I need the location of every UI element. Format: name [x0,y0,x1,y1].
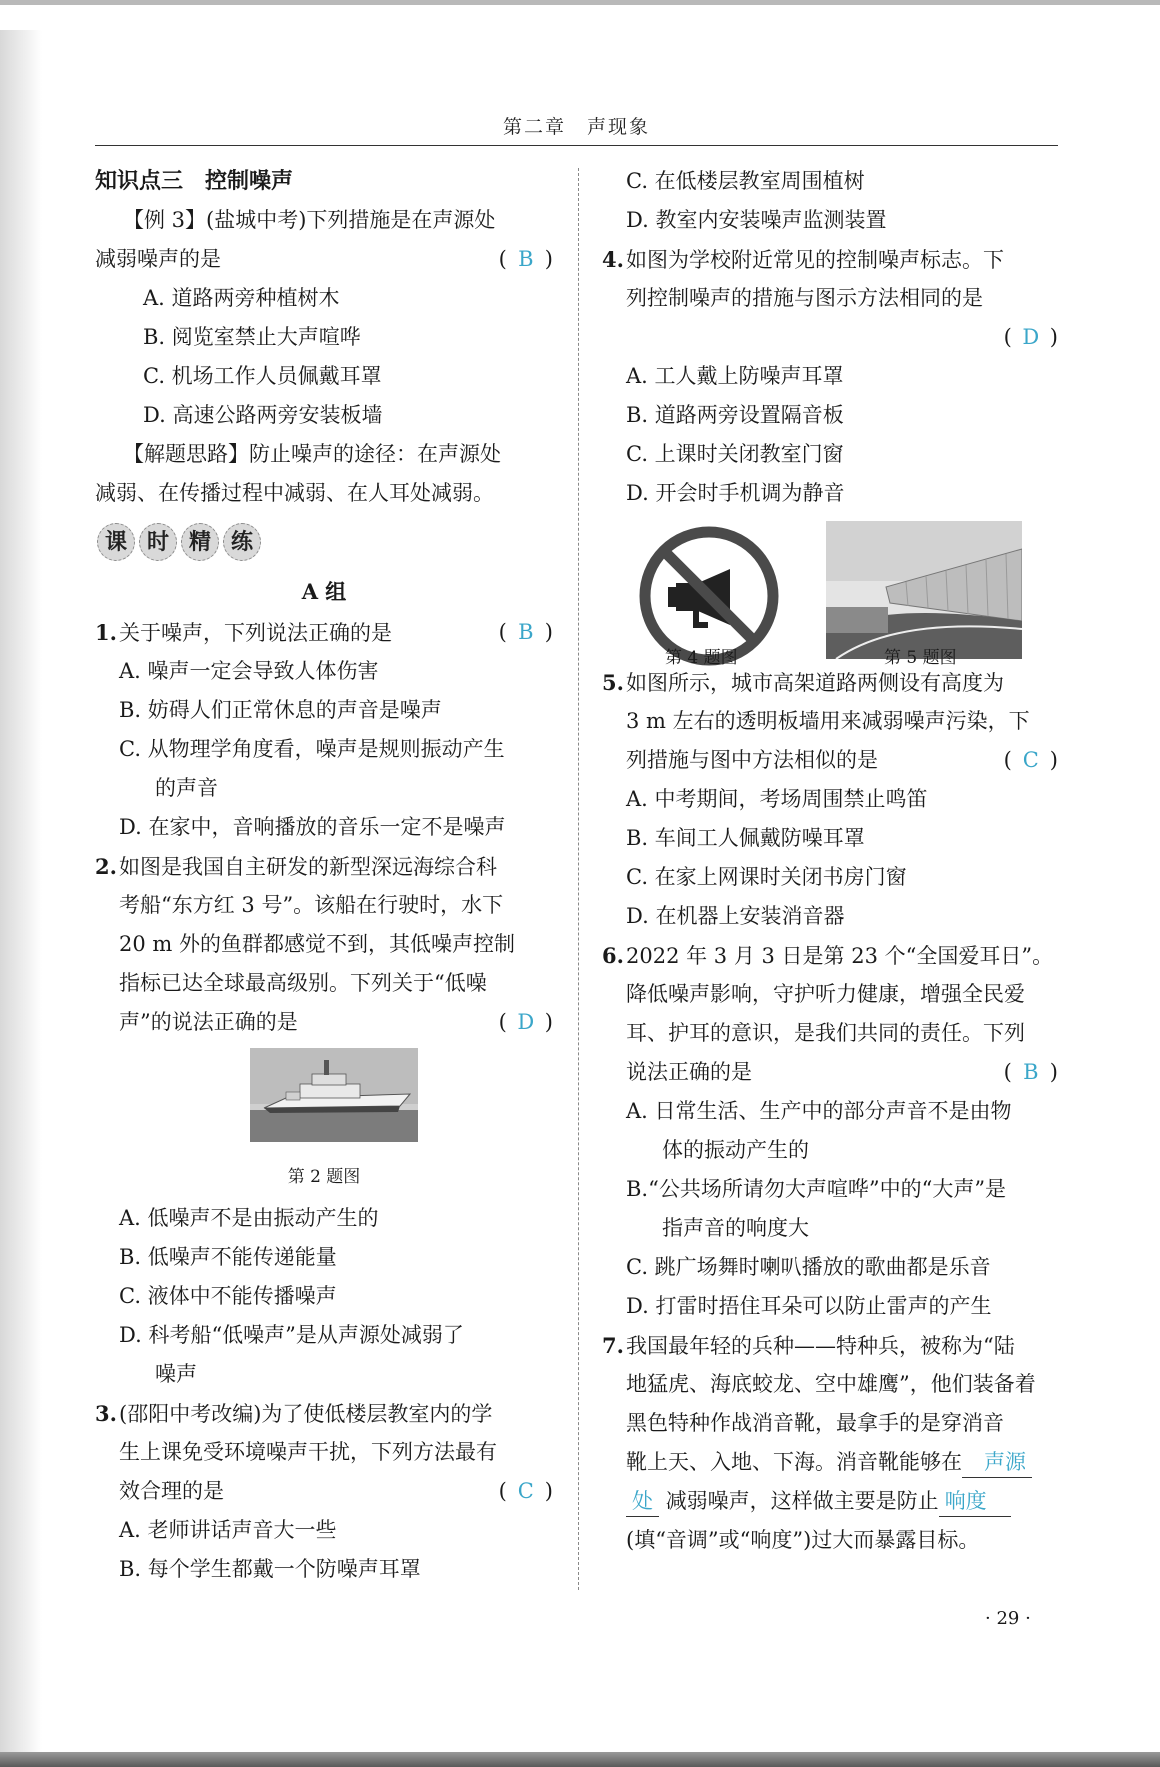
option: A. 道路两旁种植树木 [143,286,340,310]
question-4: 4.如图为学校附近常见的控制噪声标志。下 [602,247,1004,272]
question-1: 1.关于噪声，下列说法正确的是 ( B ) [95,613,553,652]
option: D. 在家中，音响播放的音乐一定不是噪声 [119,815,506,839]
header-rule [95,145,1058,146]
answer-bracket: ( B ) [498,247,553,271]
option: D. 打雷时捂住耳朵可以防止雷声的产生 [626,1294,992,1318]
question-line: 耳、护耳的意识，是我们共同的责任。下列 [626,1021,1025,1045]
ship-photo [250,1048,418,1142]
option: B. 车间工人佩戴防噪耳罩 [626,826,865,850]
question-line: 黑色特种作战消音靴，最拿手的是穿消音 [626,1411,1004,1435]
option: A. 工人戴上防噪声耳罩 [626,364,844,388]
answer-bracket: ( C ) [1003,748,1058,772]
option-cont: 体的振动产生的 [662,1138,809,1162]
option: C. 机场工作人员佩戴耳罩 [143,364,382,388]
page-fold-shadow [0,30,42,1752]
answer-blank-1b: 处 [626,1486,659,1517]
badge: 精 [181,523,219,561]
question-7: 7.我国最年轻的兵种——特种兵，被称为“陆 [602,1333,1015,1358]
right-column [602,162,1058,1560]
question-line: 地猛虎、海底蛟龙、空中雄鹰”，他们装备着 [626,1372,1036,1396]
answer-bracket: ( D ) [498,1010,553,1034]
option: B. 每个学生都戴一个防噪声耳罩 [119,1557,421,1581]
option: C. 从物理学角度看，噪声是规则振动产生 [119,737,505,761]
chapter-header: 第二章 声现象 [502,116,650,138]
page-number: · 29 · [985,1608,1031,1629]
option: C. 在低楼层教室周围植树 [626,169,865,193]
figures-4-5 [602,513,1058,668]
figure-caption: 第 5 题图 [884,648,957,668]
option: C. 上课时关闭教室门窗 [626,442,844,466]
option: B.“公共场所请勿大声喧哗”中的“大声”是 [626,1177,1007,1201]
question-line: 列控制噪声的措施与图示方法相同的是 [626,286,983,310]
option: A. 老师讲话声音大一些 [119,1518,337,1542]
option: D. 高速公路两旁安装板墙 [143,403,383,427]
answer-bracket: ( B ) [498,620,553,644]
option: B. 道路两旁设置隔音板 [626,403,844,427]
question-line: 处 减弱噪声，这样做主要是防止 响度 [602,1482,1058,1521]
column-divider [578,168,579,1590]
section-title: 知识点三 控制噪声 [95,168,294,194]
figure-caption: 第 2 题图 [287,1167,361,1187]
practice-badges [95,513,553,571]
question-line: 效合理的是 ( C ) [95,1472,553,1511]
option: D. 在机器上安装消音器 [626,904,845,928]
option: D. 教室内安装噪声监测装置 [626,208,887,232]
option: B. 低噪声不能传递能量 [119,1245,337,1269]
question-line: 声”的说法正确的是 ( D ) [95,1003,553,1042]
question-line: 指标已达全球最高级别。下列关于“低噪 [119,971,487,995]
option: C. 跳广场舞时喇叭播放的歌曲都是乐音 [626,1255,991,1279]
answer-bracket: ( B ) [1003,1060,1058,1084]
option-cont: 的声音 [155,776,218,800]
hint-line: 【解题思路】防止噪声的途径：在声源处 [123,442,501,466]
bottom-edge [0,1752,1160,1767]
option: B. 妨碍人们正常休息的声音是噪声 [119,698,442,722]
question-line: 降低噪声影响，守护听力健康，增强全民爱 [626,982,1025,1006]
question-line: 考船“东方红 3 号”。该船在行驶时，水下 [119,893,504,917]
option: A. 日常生活、生产中的部分声音不是由物 [626,1099,1012,1123]
option: C. 液体中不能传播噪声 [119,1284,337,1308]
question-line: 说法正确的是 ( B ) [602,1053,1058,1092]
group-label: A 组 [301,579,347,604]
example-line: 【例 3】(盐城中考)下列措施是在声源处 [123,208,496,232]
question-line: 20 m 外的鱼群都感觉不到，其低噪声控制 [119,932,515,956]
option-cont: 指声音的响度大 [662,1216,809,1240]
question-line: 列措施与图中方法相似的是 ( C ) [602,741,1058,780]
option: D. 科考船“低噪声”是从声源处减弱了 [119,1323,464,1347]
top-edge [0,0,1160,5]
option: A. 中考期间，考场周围禁止鸣笛 [626,787,928,811]
badge: 练 [223,523,261,561]
option-cont: 噪声 [155,1362,197,1386]
question-line: 3 m 左右的透明板墙用来减弱噪声污染，下 [626,709,1030,733]
answer-blank-2: 响度 [939,1486,1011,1517]
left-column [95,162,553,1589]
badge: 课 [97,523,135,561]
question-6: 6.2022 年 3 月 3 日是第 23 个“全国爱耳日”。 [602,943,1054,968]
answer-blank-1a: 声源 [962,1447,1032,1478]
question-line: (填“音调”或“响度”)过大而暴露目标。 [626,1528,980,1552]
question-line: 靴上天、入地、下海。消音靴能够在 声源 [602,1443,1058,1482]
badge: 时 [139,523,177,561]
question-2: 2.如图是我国自主研发的新型深远海综合科 [95,854,497,879]
option: A. 噪声一定会导致人体伤害 [119,659,379,683]
option: C. 在家上网课时关闭书房门窗 [626,865,907,889]
option: A. 低噪声不是由振动产生的 [119,1206,379,1230]
answer-bracket: ( C ) [498,1479,553,1503]
example-line: 减弱噪声的是 ( B ) [95,240,553,279]
question-3: 3.(邵阳中考改编)为了使低楼层教室内的学 [95,1401,493,1426]
question-line: 生上课免受环境噪声干扰，下列方法最有 [119,1440,497,1464]
option: D. 开会时手机调为静音 [626,481,845,505]
figure-caption: 第 4 题图 [665,648,738,668]
option: B. 阅览室禁止大声喧哗 [143,325,361,349]
question-5: 5.如图所示，城市高架道路两侧设有高度为 [602,670,1004,695]
hint-line: 减弱、在传播过程中减弱、在人耳处减弱。 [95,481,494,505]
answer-bracket: ( D ) [1003,325,1058,349]
answer-line [602,318,1058,357]
